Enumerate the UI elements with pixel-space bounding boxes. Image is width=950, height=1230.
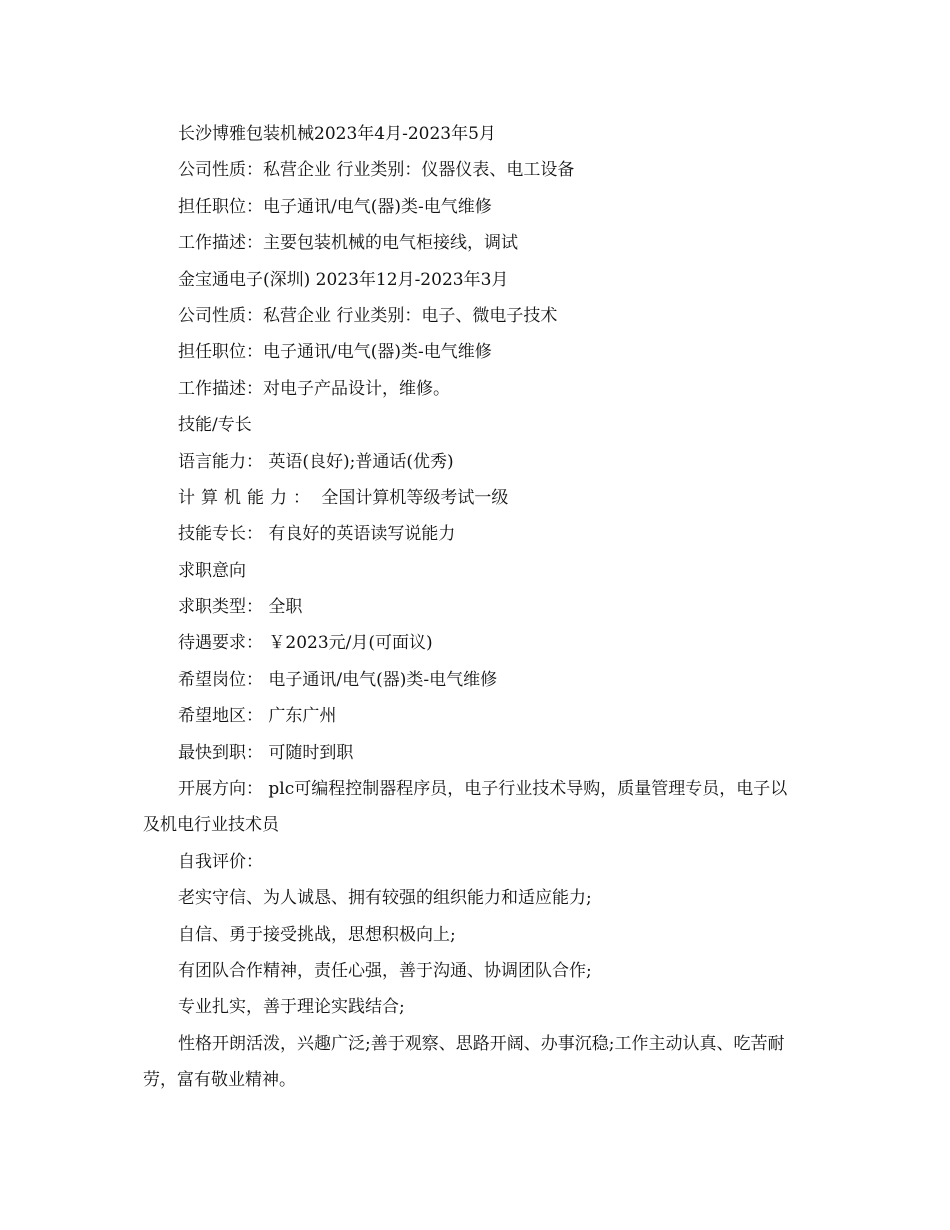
self-evaluation-item: 老实守信、为人诚恳、拥有较强的组织能力和适应能力; [178,888,592,909]
work-entry-company-1: 长沙博雅包装机械2023年4月-2023年5月 [178,124,496,144]
skill-specialty: 技能专长： 有良好的英语读写说能力 [178,524,456,545]
desired-position: 希望岗位： 电子通讯/电气(器)类-电气维修 [178,669,498,690]
work-entry-description-2: 工作描述：对电子产品设计，维修。 [178,378,450,399]
desired-location: 希望地区： 广东广州 [178,706,337,727]
work-entry-company-type-1: 公司性质：私营企业 行业类别：仪器仪表、电工设备 [178,160,575,181]
self-evaluation-item: 有团队合作精神，责任心强，善于沟通、协调团队合作; [178,961,592,982]
skill-computer [143,480,803,516]
work-entry-position-2: 担任职位：电子通讯/电气(器)类-电气维修 [178,342,492,363]
salary-requirement: 待遇要求： ￥2023元/月(可面议) [178,633,433,654]
work-entry-position-1: 担任职位：电子通讯/电气(器)类-电气维修 [178,196,492,217]
resume-content [143,116,803,1099]
work-entry-company-2: 金宝通电子(深圳) 2023年12月-2023年3月 [178,269,509,290]
self-evaluation-item: 自信、勇于接受挑战，思想积极向上; [178,924,456,945]
self-evaluation-item: 专业扎实，善于理论实践结合; [178,997,405,1018]
job-type: 求职类型： 全职 [178,597,303,618]
career-direction: 开展方向： plc可编程控制器程序员，电子行业技术导购，质量管理专员，电子以及机电行业技术员 [143,779,788,836]
self-evaluation-item: 性格开朗活泼，兴趣广泛;善于观察、思路开阔、办事沉稳;工作主动认真、吃苦耐劳，富有敬业精神。 [143,1033,785,1091]
work-entry-company-type-2: 公司性质：私营企业 行业类别：电子、微电子技术 [178,305,558,326]
work-entry-description-1: 工作描述：主要包装机械的电气柜接线，调试 [178,233,518,254]
section-heading-job-intention: 求职意向 [178,560,246,581]
skill-computer-label: 计算机能力： [178,487,316,508]
earliest-start: 最快到职： 可随时到职 [178,742,354,763]
skill-computer-value: 全国计算机等级考试一级 [321,487,509,508]
section-heading-self-evaluation: 自我评价： [178,851,263,872]
skill-language: 语言能力： 英语(良好);普通话(优秀) [178,451,454,472]
section-heading-skills: 技能/专长 [178,415,252,436]
